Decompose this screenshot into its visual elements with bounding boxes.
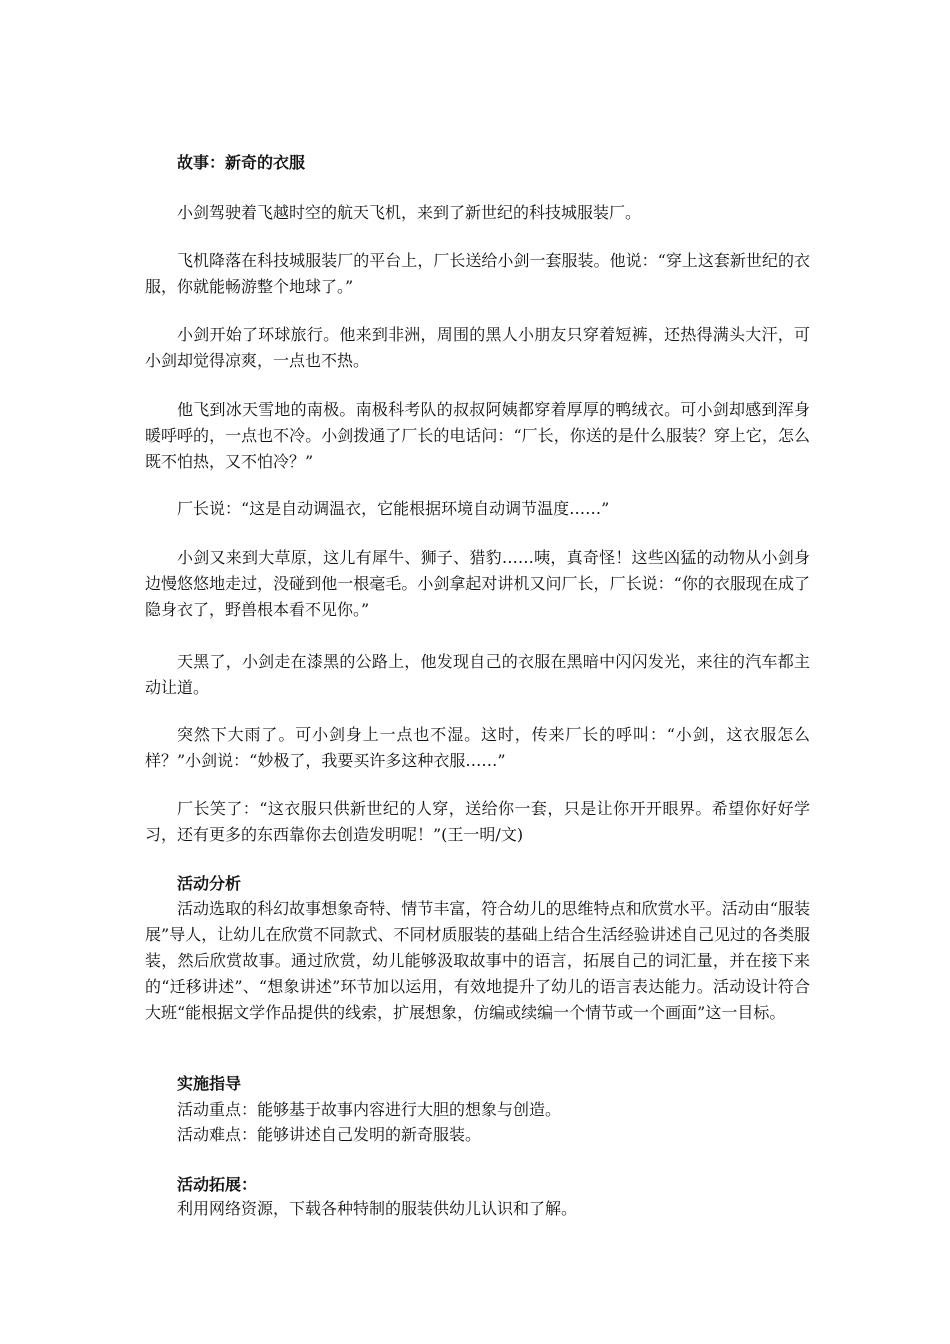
story-paragraph: 小剑又来到大草原，这儿有犀牛、狮子、猎豹……咦，真奇怪！这些凶猛的动物从小剑身边慢悠悠地走过，没碰到他一根毫毛。小剑拿起对讲机又问厂长，厂长说：“你的衣服现在成了隐身衣了，野兽根本看不见你。” <box>145 548 810 619</box>
story-paragraph: 厂长笑了：“这衣服只供新世纪的人穿，送给你一套，只是让你开开眼界。希望你好好学习，还有更多的东西靠你去创造发明呢！”(王一明/文) <box>145 799 810 844</box>
analysis-heading: 活动分析 <box>177 874 242 893</box>
story-paragraph: 突然下大雨了。可小剑身上一点也不湿。这时，传来厂长的呼叫：“小剑，这衣服怎么样？”小剑说：“妙极了，我要买许多这种衣服……” <box>145 725 810 770</box>
analysis-body: 活动选取的科幻故事想象奇特、情节丰富，符合幼儿的思维特点和欣赏水平。活动由“服装展”导人，让幼儿在欣赏不同款式、不同材质服装的基础上结合生活经验讲述自己见过的各类服装，然后欣赏故事。通过欣赏，幼儿能够汲取故事中的语言，拓展自己的词汇量，并在接下来的“迁移讲述”、“想象讲述”环节加以运用，有效地提升了幼儿的语言表达能力。活动设计符合大班“能根据文学作品提供的线索，扩展想象，仿编或续编一个情节或一个画面”这一目标。 <box>145 899 810 1022</box>
story-paragraph: 小剑驾驶着飞越时空的航天飞机，来到了新世纪的科技城服装厂。 <box>177 203 642 222</box>
guidance-difficulty: 活动难点：能够讲述自己发明的新奇服装。 <box>177 1125 482 1144</box>
extension-body: 利用网络资源，下载各种特制的服装供幼儿认识和了解。 <box>177 1199 578 1218</box>
extension-heading: 活动拓展： <box>177 1175 258 1194</box>
story-paragraph: 飞机降落在科技城服装厂的平台上，厂长送给小剑一套服装。他说：“穿上这套新世纪的衣服，你就能畅游整个地球了。” <box>145 251 810 296</box>
story-paragraph: 天黑了，小剑走在漆黑的公路上，他发现自己的衣服在黑暗中闪闪发光，来往的汽车都主动让道。 <box>145 652 810 697</box>
story-title: 故事：新奇的衣服 <box>177 153 306 172</box>
story-paragraph: 小剑开始了环球旅行。他来到非洲，周围的黑人小朋友只穿着短裤，还热得满头大汗，可小剑却觉得凉爽，一点也不热。 <box>145 325 810 370</box>
story-paragraph: 厂长说：“这是自动调温衣，它能根据环境自动调节温度……” <box>177 499 610 518</box>
guidance-key-point: 活动重点：能够基于故事内容进行大胆的想象与创造。 <box>177 1100 562 1119</box>
story-paragraph: 他飞到冰天雪地的南极。南极科考队的叔叔阿姨都穿着厚厚的鸭绒衣。可小剑却感到浑身暖呼呼的，一点也不冷。小剑拨通了厂长的电话问：“厂长，你送的是什么服装？穿上它，怎么既不怕热，又不怕冷？” <box>145 400 810 471</box>
guidance-heading: 实施指导 <box>177 1074 242 1093</box>
